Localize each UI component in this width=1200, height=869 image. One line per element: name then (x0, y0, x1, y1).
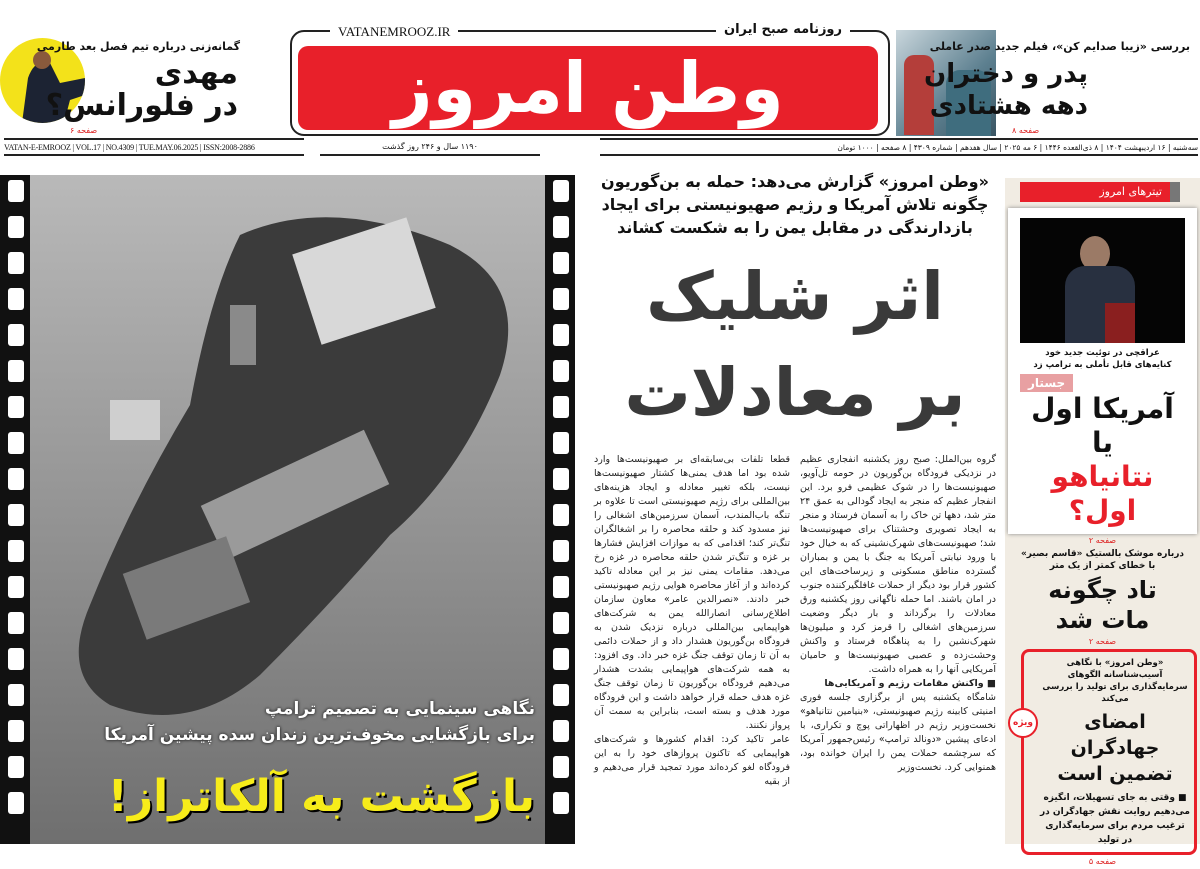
story-card-1[interactable] (1008, 208, 1197, 534)
teaser-title: پدر و دختران (924, 59, 1088, 89)
body-text: شامگاه یکشنبه پس از برگزاری جلسه فوری امنیتی کابینه رژیم صهیونیستی، «بنیامین نتانیاهو» نخست‌وزیر رژیم در اظهاراتی پوچ و تکراری، با ادعای پیشین «دونالد ترامپ» رئیس‌جمهور آمریکا که سرچشمه حملات یمن را ایران خوانده بود، همنوایی کرد. نخست‌وزیر (800, 692, 996, 773)
story-card-2[interactable] (1005, 548, 1200, 635)
title-line: یا (1091, 426, 1114, 459)
body-text: عامر تاکید کرد: اقدام کشورها و شرکت‌های هواپیمایی که تاکنون پروازهای خود را به این فرودگاه لغو کرده‌اند مورد تمجید قرار می‌دهیم و از بقیه (594, 734, 790, 787)
headline-line: اثر شلیک (646, 258, 944, 335)
header-marker (1170, 182, 1180, 202)
lead-column-left (594, 453, 790, 789)
body-text: ■ وقتی به جای تسهیلات، انگیزه می‌دهیم روایت نقش جهادگران در ترغیب مردم برای سرمایه‌گذاری در تولید (1040, 793, 1190, 845)
kicker: «وطن امروز» با نگاهی آسیب‌شناسانه الگوهای (1066, 658, 1164, 680)
teaser-title: در فلورانس؟ (45, 88, 238, 123)
info-bar-en: VATAN-E-EMROOZ | VOL.17 | NO.4309 | TUE.MAY.06.2025 | ISSN:2008-2886 (4, 138, 304, 156)
sidebar-header: تیترهای امروز (1020, 182, 1170, 202)
lead-column-right (800, 453, 996, 789)
kicker: درباره موشک بالستیک «قاسم بصیر» (1020, 549, 1185, 559)
title-line: تضمین است (1057, 763, 1173, 785)
teaser-right[interactable] (890, 0, 1200, 138)
special-badge: ویژه (1008, 708, 1038, 738)
kicker-line: «وطن امروز» گزارش می‌دهد: حمله به بن‌گوریون (601, 172, 989, 191)
teaser-title: دهه هشتادی (929, 91, 1088, 121)
subhead: ■ واکنش مقامات رژیم و آمریکایی‌ها (824, 678, 996, 689)
label-row (1020, 374, 1185, 392)
headline-line: بر معادلات (624, 354, 966, 431)
title-line: آمریکا اول (1031, 392, 1174, 425)
page-ref: صفحه ۲ (1088, 536, 1117, 545)
photo-title: بازگشت به آلکاتراز! (107, 771, 535, 822)
story-card-3[interactable] (1013, 649, 1197, 855)
info-bar-fa: سه‌شنبه | ۱۶ اردیبهشت ۱۴۰۴ | ۸ ذی‌القعده ۱۴۴۶ | ۶ مه ۲۰۲۵ | سال هفدهم | شماره ۴۳۰۹ | ۸ صفحه | ۱۰۰۰ تومان (600, 138, 1198, 156)
lead-body (590, 453, 1000, 789)
photo-subtitle: برای بازگشایی مخوف‌ترین زندان سده پیشین آمریکا (104, 725, 535, 745)
title-line: نتانیاهو اول؟ (1051, 460, 1154, 527)
film-holes-left (6, 180, 24, 844)
tagline: روزنامه صبح ایران (716, 22, 850, 37)
page-ref: صفحه ۸ (1012, 126, 1040, 135)
teaser-kicker: بررسی «زیبا صدایم کن»، فیلم جدید صدر عاملی (929, 40, 1190, 53)
page-ref: صفحه ۵ (1088, 857, 1117, 866)
page-ref: صفحه ۲ (1088, 637, 1117, 646)
section-label: جستار (1020, 374, 1073, 392)
photo-subtitle: نگاهی سینمایی به تصمیم ترامپ (264, 699, 535, 719)
story-title (1020, 392, 1185, 528)
kicker-line: چگونه تلاش آمریکا و رژیم صهیونیستی برای ایجاد (601, 195, 989, 214)
masthead-logo[interactable] (290, 22, 890, 138)
kicker: سرمایه‌گذاری برای تولید را بررسی می‌کند (1042, 682, 1188, 704)
info-days: ۱۱۹۰ سال و ۲۴۶ روز گذشت (320, 138, 540, 156)
kicker-line: بازدارندگی در مقابل یمن را به شکست کشاند (617, 218, 973, 237)
body-text: گروه بین‌الملل: صبح روز یکشنبه انفجاری عظیم در نزدیکی فرودگاه بن‌گوریون در حومه تل‌آویو، صهیونیست‌ها را در شوک عظیمی فرو برد. این انفجار عظیم که منجر به ایجاد گودالی به عمق ۲۴ متر شد، دهها تن خاک را به آسمان فرستاد و منجر به ایجاد تصویری وحشتناک برای صهیونیست‌ها شد؛ صهیونیست‌های شهرک‌نشینی که به خیال خود با ورود نیابتی آمریکا به جنگ با یمن و بمباران گسترده مناطق مسکونی و زیرساخت‌های این کشور قرار بود دیگر از حملات غافلگیرکننده جنوب در امان باشند. اما حمله ناگهانی روز یکشنبه ورق معادلات را برگرداند و بار دیگر وضعیت سرزمین‌های اشغالی را قرمز کرد و میلیون‌ها شهرک‌نشین را به پناهگاه فرستاد و واکنش وحشت‌زده و عصبی صهیونیست‌ها و حامیان آمریکایی آنها را به همراه داشت. (800, 454, 996, 675)
title-line: تاد چگونه (1048, 576, 1157, 604)
minister-photo (1020, 218, 1185, 343)
page-ref: صفحه ۶ (70, 126, 98, 135)
alcatraz-photo[interactable] (30, 175, 545, 844)
caption: کنایه‌های قابل تأملی به ترامپ زد (1033, 360, 1172, 370)
lead-headline[interactable] (590, 249, 1000, 441)
lead-kicker (590, 170, 1000, 239)
title-line: امضای جهادگران (1070, 711, 1160, 759)
website: VATANEMROOZ.IR (330, 24, 458, 40)
sidebar (1005, 178, 1200, 866)
kicker: با خطای کمتر از یک متر (1049, 561, 1156, 571)
lead-story (590, 170, 1000, 844)
sidebar-header-row (1020, 182, 1180, 202)
teaser-title: مهدی (154, 56, 238, 91)
body-text: قطعا تلفات بی‌سابقه‌ای بر صهیونیست‌ها وارد شده بود اما هدف یمنی‌ها کشتار صهیونیست‌ها نیست، بلکه تغییر معادله و ایجاد هزینه‌های بین‌المللی برای رژیم صهیونیستی است تا علاوه بر تنگه باب‌المندب، آسمان سرزمین‌های اشغالی را نیز مسدود کند و حلقه محاصره را بر اشغالگران تنگ‌تر کند؛ اقدامی که به موازات افزایش فشارها بر غزه و تنگ‌تر شدن حلقه محاصره در غزه رخ می‌دهد. مقامات یمنی نیز بر این معادله تاکید کرده‌اند و از آغاز محاصره هوایی رژیم صهیونیستی خبر دادند. «نصرالدین عامر» معاون سازمان اطلاع‌رسانی انصارالله یمن به شرکت‌های هواپیمایی بین‌المللی درباره نزدیک شدن به فرودگاه بن‌گوریون هشدار داد و از حملات دائمی به آن تا زمان توقف جنگ غزه خبر داد. وی افزود: به همه شرکت‌های هواپیمایی بشدت هشدار می‌دهیم فرودگاه بن‌گوریون تا زمان توقف جنگ غزه هدف حمله قرار خواهد داشت و این فرودگاه مورد هدف و بسته است، بنابراین به سمت آن پرواز نکنند. (594, 454, 790, 731)
teaser-left[interactable] (0, 0, 290, 138)
logo-wordmark: وطن امروز (298, 46, 878, 130)
film-holes-right (551, 180, 569, 844)
caption: عراقچی در توئیت جدید خود (1045, 348, 1160, 358)
teaser-kicker: گمانه‌زنی درباره تیم فصل بعد طارمی (36, 40, 240, 53)
title-line: مات شد (1055, 606, 1150, 634)
